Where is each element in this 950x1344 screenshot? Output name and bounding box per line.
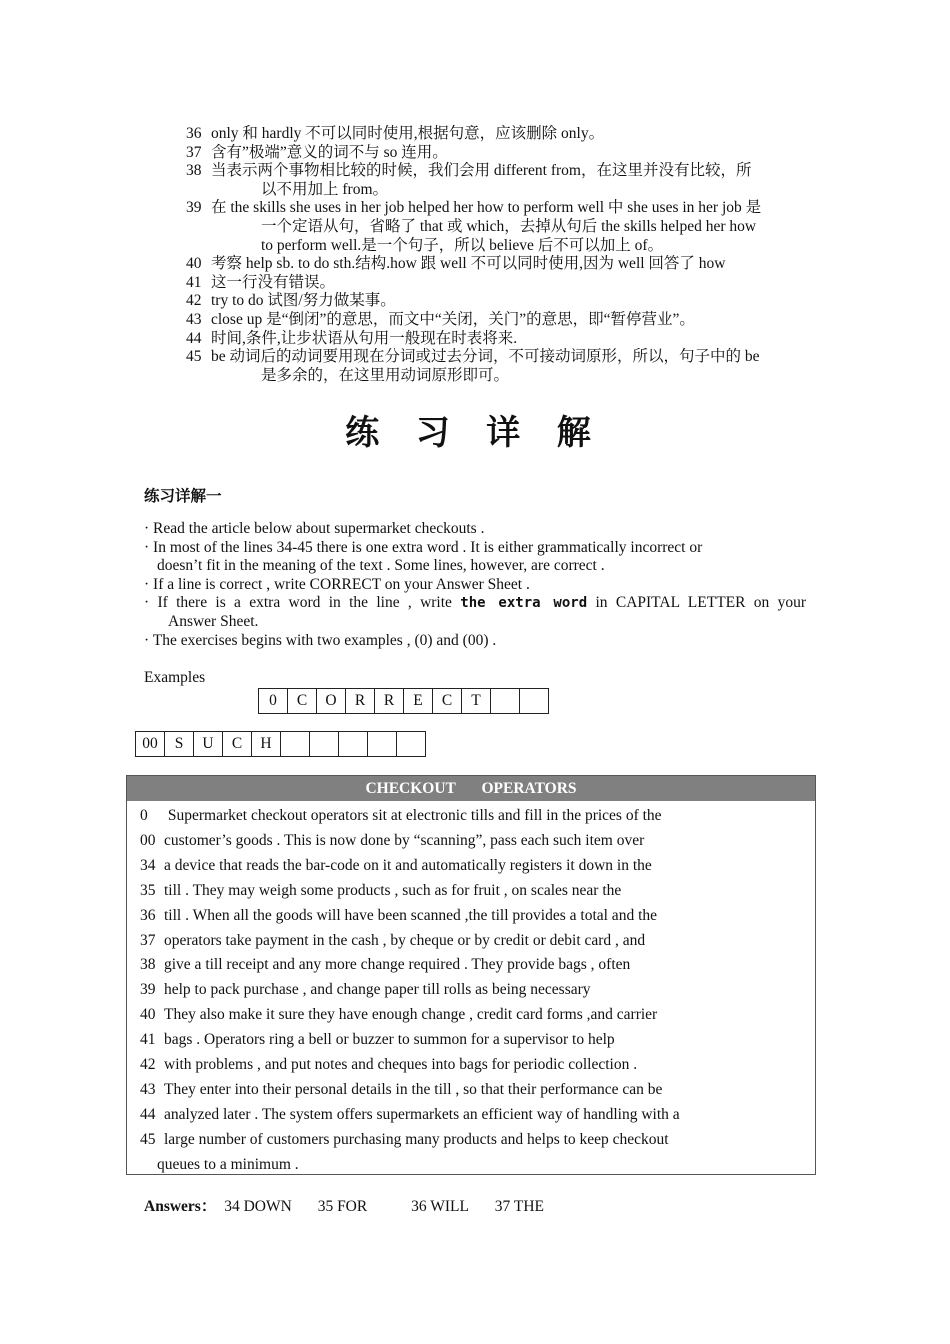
instruction-line: · The exercises begins with two examples , (0) and (00) . [144,631,497,649]
article-line-text: operators take payment in the cash , by cheque or by credit or debit card , and [164,931,646,949]
article-lines [127,801,815,1178]
instruction-code-text: the extra word [460,595,588,612]
answer-item: 35 FOR [317,1198,368,1215]
article-line-text: till . They may weigh some products , such as for fruit , on scales near the [164,881,622,899]
article-line-text: bags . Operators ring a bell or buzzer to summon for a supervisor to help [164,1031,615,1049]
instruction-line: doesn’t fit in the meaning of the text . Some lines, however, are correct . [157,557,605,575]
article-line-number: 0 [140,807,148,824]
article-line [140,1028,815,1053]
exercise-subtitle: 练习详解一 [144,488,222,505]
note-number: 38 [186,162,202,180]
grid-cell [491,689,520,714]
article-line-text: with problems , and put notes and cheques into bags for periodic collection . [164,1056,638,1074]
article-line-text: Supermarket checkout operators sit at electronic tills and fill in the prices of the [164,807,662,824]
grid-cell: E [404,689,433,714]
answer-item: 36 WILL [411,1198,469,1215]
article-line-text: analyzed later . The system offers supermarkets an efficient way of handling with a [164,1105,680,1123]
grid-cell: R [346,689,375,714]
article-line-number: 39 [140,981,156,999]
note-text: be 动词后的动词要用现在分词或过去分词，不可接动词原形，所以，句子中的 be [211,348,760,366]
note-41 [186,274,808,293]
note-text: 当表示两个事物相比较的时候，我们会用 different from，在这里并没有比较，所 [211,162,752,180]
note-text: 在 the skills she uses in her job helped her how to perform well 中 she uses in her job 是 [211,199,762,217]
grid-cell [520,689,549,714]
grid-cell: 0 [259,689,288,714]
note-44 [186,330,808,349]
article-line-text: give a till receipt and any more change required . They provide bags , often [164,956,631,974]
article-line-number: 44 [140,1105,156,1123]
grid-cell: T [462,689,491,714]
note-42 [186,292,808,311]
grid-cell: O [317,689,346,714]
instruction-line: Answer Sheet. [168,612,259,630]
grid-cell: H [252,732,281,757]
article-line-text: They also make it sure they have enough change , credit card forms ,and carrier [164,1006,658,1024]
note-number: 45 [186,348,202,366]
note-text: 考察 help sb. to do sth.结构.how 跟 well 不可以同时使用,因为 well 回答了 how [211,255,726,273]
article-line [140,1078,815,1103]
note-text: try to do 试图/努力做某事。 [211,292,396,310]
note-38 [186,162,808,199]
article-line [140,1128,815,1153]
instructions [144,520,806,650]
grid-cell: C [288,689,317,714]
note-36 [186,125,808,144]
note-39 [186,199,808,255]
article-line-text: large number of customers purchasing many products and helps to keep checkout [164,1130,669,1148]
grid-cell [368,732,397,757]
article-line [140,1003,815,1028]
section-title: 练 习 详 解 [345,415,605,452]
article-box [126,775,816,1175]
grid-cell: U [194,732,223,757]
note-number: 41 [186,273,202,291]
grid-cell: S [165,732,194,757]
article-line-number: 35 [140,881,156,899]
note-number: 37 [186,143,202,161]
article-line [140,1053,815,1078]
note-number: 43 [186,310,202,328]
note-text-continued: 是多余的，在这里用动词原形即可。 [261,366,510,384]
article-title: CHECKOUT OPERATORS [127,776,815,801]
instruction-text: in CAPITAL LETTER on your [595,594,807,612]
grid-cell: 00 [136,732,165,757]
grid-cell: C [223,732,252,757]
article-line [140,1153,815,1178]
article-line [140,1103,815,1128]
grid-cell: C [433,689,462,714]
article-line [140,854,815,879]
note-number: 40 [186,255,202,273]
article-line [140,904,815,929]
article-line-number: 36 [140,906,156,924]
note-number: 39 [186,199,202,217]
article-line [140,829,815,854]
article-line-number: 43 [140,1080,156,1098]
grid-cell [339,732,368,757]
instruction-line: · In most of the lines 34-45 there is one extra word . It is either grammatically incorrect or [144,538,703,556]
answer-item: 34 DOWN [224,1198,292,1215]
note-text-continued: to perform well.是一个句子，所以 believe 后不可以加上 of。 [261,236,664,254]
note-text-continued: 一个定语从句，省略了 that 或 which，去掉从句后 the skills helped her how [261,217,757,235]
article-line-text: queues to a minimum . [157,1155,299,1173]
grid-cell [281,732,310,757]
note-text: 含有”极端”意义的词不与 so 连用。 [211,143,448,161]
article-line-number: 38 [140,956,156,974]
article-line-text: customer’s goods . This is now done by “scanning”, pass each such item over [164,831,645,849]
note-text: close up 是“倒闭”的意思，而文中“关闭，关门”的意思，即“暂停营业”。 [211,310,695,328]
note-text: only 和 hardly 不可以同时使用,根据句意，应该删除 only。 [211,125,605,142]
article-line [140,978,815,1003]
note-text: 时间,条件,让步状语从句用一般现在时表将来. [211,329,518,347]
article-line-number: 37 [140,931,156,949]
article-line-text: till . When all the goods will have been scanned ,the till provides a total and the [164,906,658,924]
note-40 [186,255,808,274]
article-line [140,879,815,904]
article-line-number: 45 [140,1130,156,1148]
note-number: 44 [186,329,202,347]
grid-cell [310,732,339,757]
article-line-number: 00 [140,831,156,849]
grid-cell [397,732,426,757]
article-line-number: 34 [140,856,156,874]
answers-line [144,1194,566,1216]
instruction-line: · Read the article below about supermarket checkouts . [144,520,485,537]
note-45 [186,348,808,385]
examples-label: Examples [144,669,206,686]
article-line-number: 41 [140,1031,156,1049]
note-number: 36 [186,125,202,142]
instruction-text: · If there is a extra word in the line , write [144,594,452,612]
grid-cell: R [375,689,404,714]
article-line-number: 40 [140,1006,156,1024]
answers-label: Answers： [144,1198,217,1215]
article-line [140,929,815,954]
note-43 [186,311,808,330]
example-grid-such [135,731,426,757]
article-line-text: help to pack purchase , and change paper till rolls as being necessary [164,981,591,999]
explanation-notes [186,125,808,385]
note-number: 42 [186,292,202,310]
article-line [140,953,815,978]
answer-item: 37 THE [494,1198,545,1215]
instruction-line: · If a line is correct , write CORRECT on your Answer Sheet . [144,575,530,593]
article-line [140,804,815,829]
instruction-line [144,594,806,613]
note-37 [186,144,808,163]
article-line-number: 42 [140,1056,156,1074]
article-line-text: a device that reads the bar-code on it and automatically registers it down in the [164,856,652,874]
article-line-text: They enter into their personal details in the till , so that their performance can be [164,1080,663,1098]
note-text-continued: 以不用加上 from。 [261,180,389,198]
note-text: 这一行没有错误。 [211,273,336,291]
example-grid-correct [258,688,549,714]
